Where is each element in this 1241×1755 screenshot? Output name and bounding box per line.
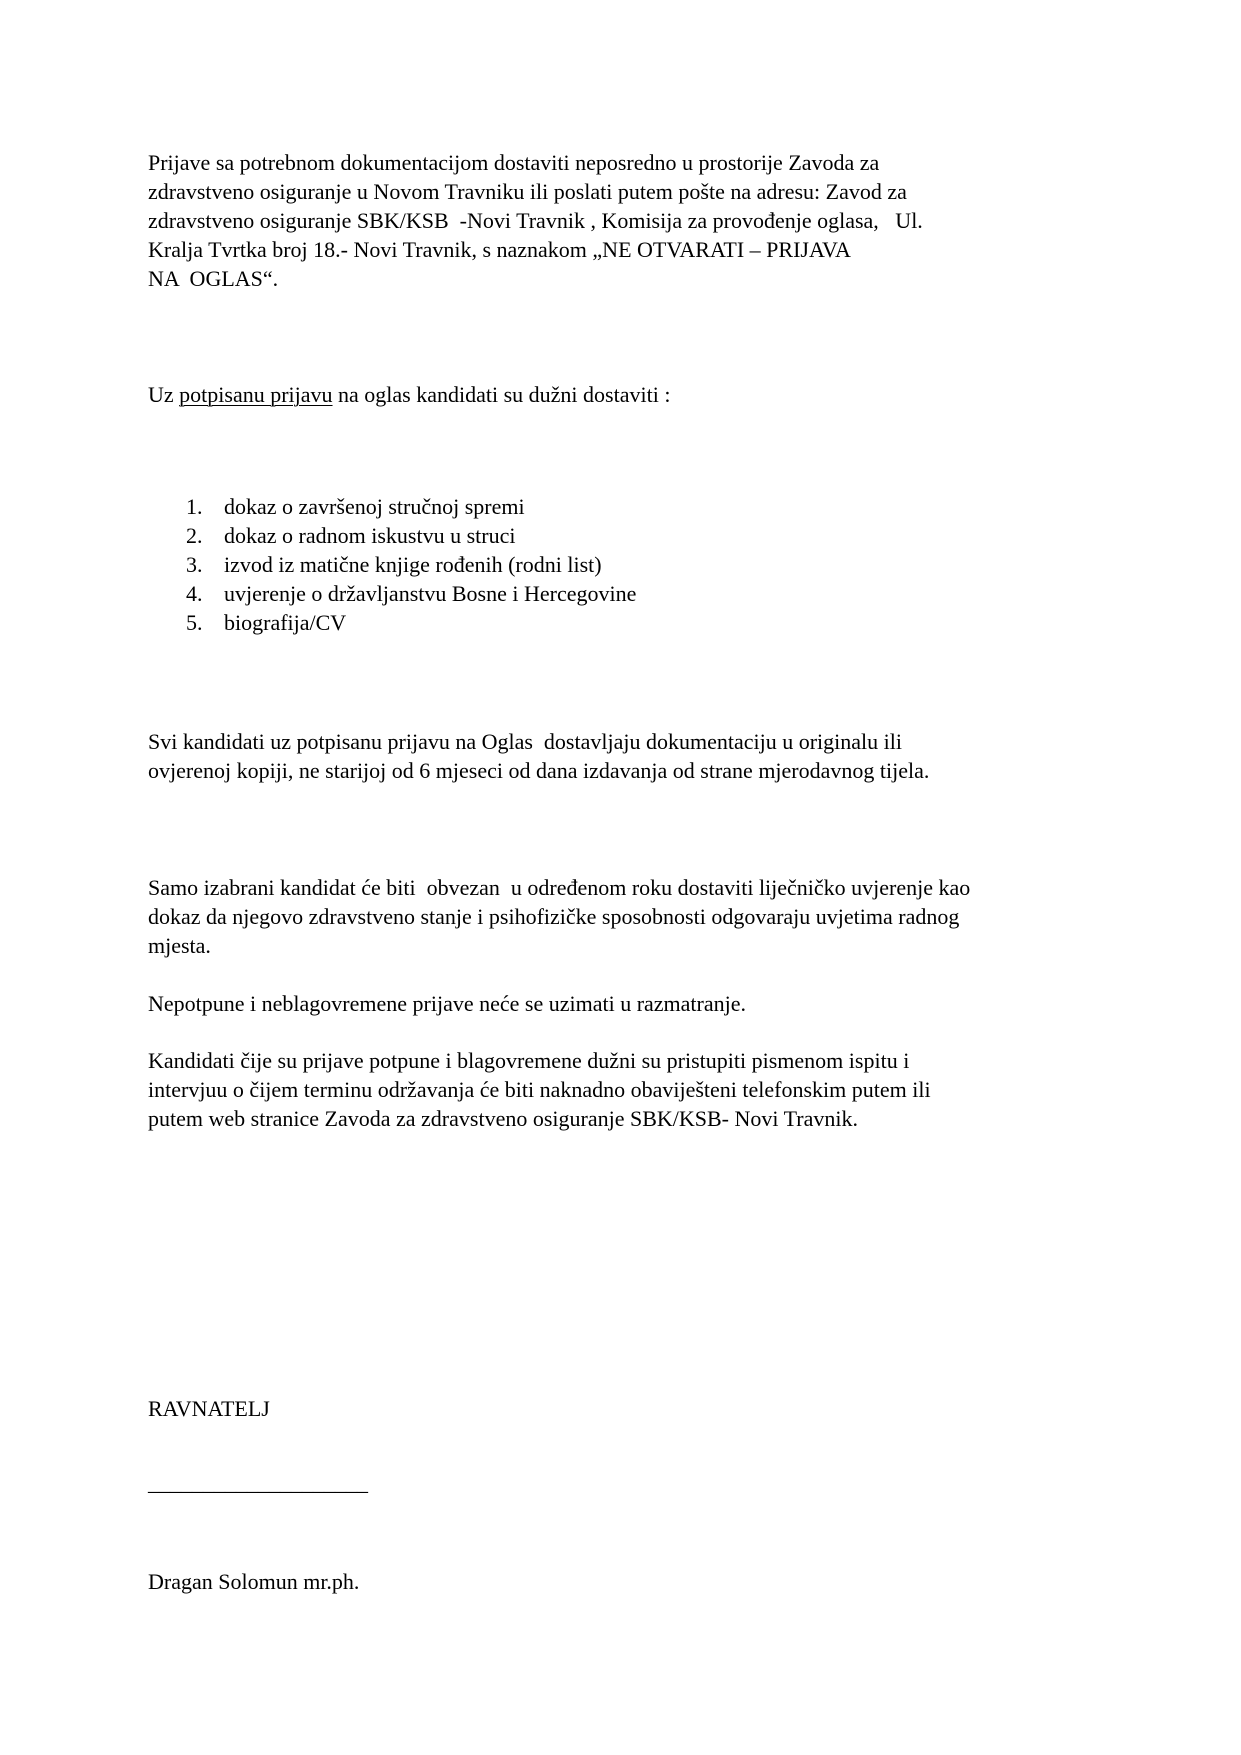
list-number: 5. [186,610,203,635]
list-text: biografija/CV [224,610,347,635]
text-line: dokaz da njegovo zdravstveno stanje i psihofizičke sposobnosti odgovaraju uvjetima radnog [148,904,960,929]
list-number: 4. [186,581,203,606]
list-text: izvod iz matične knjige rođenih (rodni list) [224,552,602,577]
list-text: uvjerenje o državljanstvu Bosne i Hercegovine [224,581,637,606]
text-line: ovjerenoj kopiji, ne starijoj od 6 mjeseci od dana izdavanja od strane mjerodavnog tijela. [148,758,930,783]
text-line: Nepotpune i neblagovremene prijave neće se uzimati u razmatranje. [148,991,747,1016]
text-line: zdravstveno osiguranje SBK/KSB -Novi Travnik , Komisija za provođenje oglasa, Ul. [148,208,923,233]
signatory-name: Dragan Solomun mr.ph. [148,1569,360,1594]
text-line: putem web stranice Zavoda za zdravstveno osiguranje SBK/KSB- Novi Travnik. [148,1106,858,1131]
intro-suffix: na oglas kandidati su dužni dostaviti : [332,382,671,407]
intro-sentence [148,380,670,409]
signature-line: ____________________ [148,1470,368,1495]
signatory-title: RAVNATELJ [148,1396,270,1421]
text-line: NA OGLAS“. [148,266,279,291]
text-line: Kralja Tvrtka broj 18.- Novi Travnik, s naznakom „NE OTVARATI – PRIJAVA [148,237,851,262]
text-line: intervjuu o čijem terminu održavanja će biti naknadno obaviješteni telefonskim putem ili [148,1077,931,1102]
text-line: Svi kandidati uz potpisanu prijavu na Oglas dostavljaju dokumentaciju u originalu ili [148,729,902,754]
text-line: Samo izabrani kandidat će biti obvezan u određenom roku dostaviti liječničko uvjerenje kao [148,875,971,900]
list-number: 1. [186,494,203,519]
list-text: dokaz o radnom iskustvu u struci [224,523,516,548]
intro-prefix: Uz [148,382,180,407]
list-number: 2. [186,523,203,548]
text-line: Kandidati čije su prijave potpune i blagovremene dužni su pristupiti pismenom ispitu i [148,1048,910,1073]
list-text: dokaz o završenoj stručnoj spremi [224,494,525,519]
underlined-phrase: potpisanu prijavu [179,382,333,407]
text-line: mjesta. [148,933,211,958]
list-number: 3. [186,552,203,577]
text-line: zdravstveno osiguranje u Novom Travniku ili poslati putem pošte na adresu: Zavod za [148,179,907,204]
text-line: Prijave sa potrebnom dokumentacijom dostaviti neposredno u prostorije Zavoda za [148,150,880,175]
